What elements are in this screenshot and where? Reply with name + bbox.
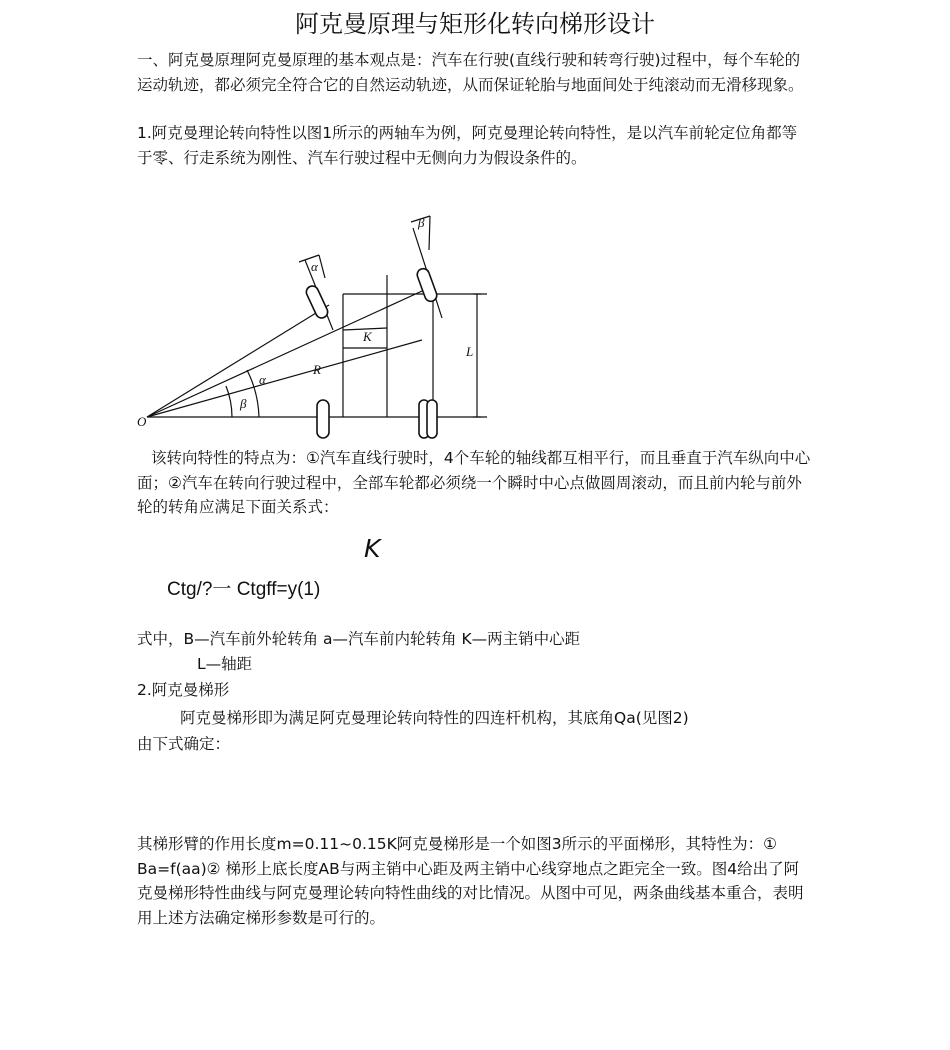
paragraph-steering-characteristic: 1.阿克曼理论转向特性以图1所示的两轴车为例，阿克曼理论转向特性，是以汽车前轮定位角都等于零、行走系统为刚性、汽车行驶过程中无侧向力为假设条件的。	[137, 124, 798, 167]
paragraph-trapezoid-definition: 阿克曼梯形即为满足阿克曼理论转向特性的四连杆机构，其底角Qa(见图2)	[180, 709, 689, 727]
formula-equation-1: Ctg/?一 Ctgff=y(1)	[167, 579, 321, 600]
fig1-label-alpha-angle: α	[259, 372, 266, 387]
formula-numerator-K: K	[364, 534, 381, 563]
fig1-label-alpha-top: α	[311, 259, 318, 274]
figure-1-ackermann-diagram	[137, 210, 497, 445]
fig1-label-beta-angle: β	[240, 396, 247, 411]
fig1-label-beta-top: β	[418, 215, 425, 230]
fig1-label-R: R	[313, 362, 321, 377]
paragraph-characteristic-features: 该转向特性的特点为：①汽车直线行驶时，4个车轮的轴线都互相平行，而且垂直于汽车纵向中心面；②汽车在转向行驶过程中，全部车轮都必须绕一个瞬时中心点做圆周滚动，而且前内轮与前外轮的转角应满足下面关系式：	[137, 449, 811, 516]
paragraph-determined-by: 由下式确定：	[137, 735, 231, 753]
fig1-label-K: K	[363, 329, 372, 344]
fig1-label-L: L	[466, 344, 474, 359]
paragraph-symbol-definitions: 式中，B—汽车前外轮转角 a—汽车前内轮转角 K—两主销中心距	[137, 630, 581, 648]
paragraph-ackermann-principle: 一、阿克曼原理阿克曼原理的基本观点是：汽车在行驶(直线行驶和转弯行驶)过程中，每个车轮的运动轨迹，都必须完全符合它的自然运动轨迹，从而保证轮胎与地面间处于纯滚动而无滑移现象。	[137, 51, 804, 94]
page-title: 阿克曼原理与矩形化转向梯形设计	[295, 10, 655, 38]
paragraph-trapezoid-arm: 其梯形臂的作用长度m=0.11~0.15K阿克曼梯形是一个如图3所示的平面梯形，其特性为：① Ba=f(aa)② 梯形上底长度AB与两主销中心距及两主销中心线穿地点之距完全一致。图4给出了阿克曼梯形特性曲线与阿克曼理论转向特性曲线的对比情况。从图中可见，两条曲线基本重合，表明用上述方法确定梯形参数是可行的。	[137, 835, 804, 927]
paragraph-symbol-L: L—轴距	[197, 655, 253, 673]
section-heading-ackermann-trapezoid: 2.阿克曼梯形	[137, 681, 230, 699]
fig1-label-origin: O	[137, 414, 147, 429]
